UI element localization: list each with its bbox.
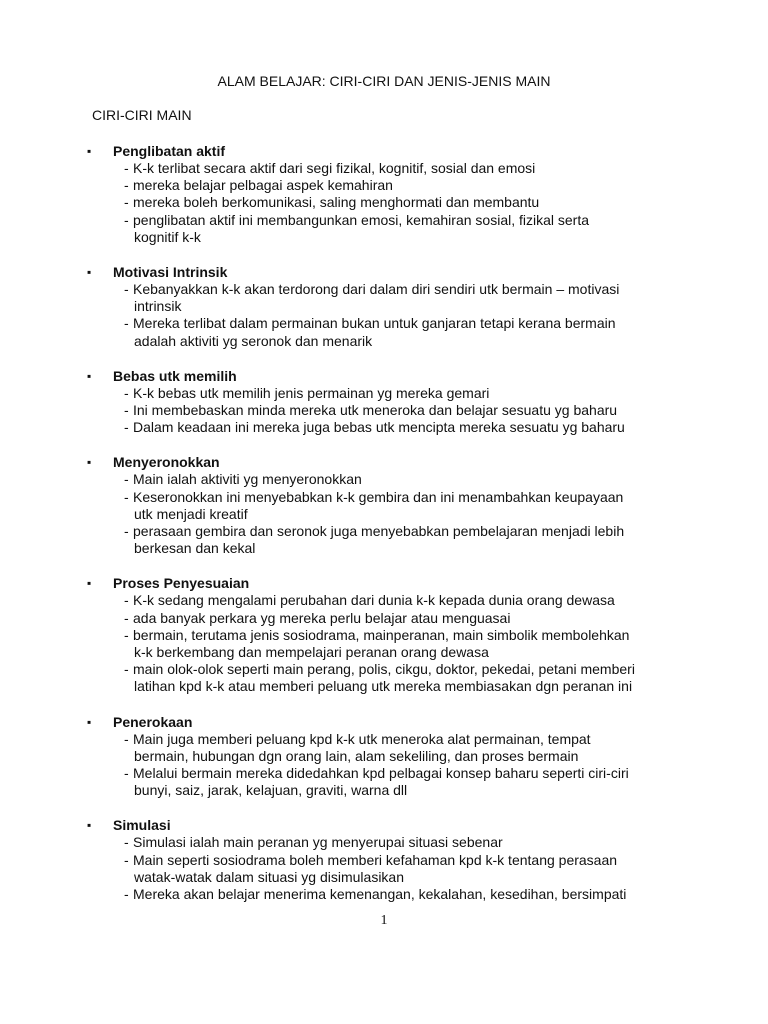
sections-list (0, 142, 768, 920)
item-continuation: watak-watak dalam situasi yg disimulasikan (134, 868, 404, 885)
item-text: ada banyak perkara yg mereka perlu belajar atau menguasai (133, 609, 511, 626)
dash-icon: - (124, 765, 129, 782)
item-text: mereka boleh berkomunikasi, saling menghormati dan membantu (133, 194, 540, 211)
item-continuation: utk menjadi kreatif (134, 505, 248, 522)
list-item (124, 177, 768, 194)
list-item (124, 523, 768, 557)
list-item (124, 765, 768, 799)
item-text: penglibatan aktif ini membangunkan emosi, kemahiran sosial, fizikal serta (133, 211, 590, 228)
dash-icon: - (124, 471, 129, 488)
dash-icon: - (124, 402, 129, 419)
dash-icon: - (124, 523, 129, 540)
dash-icon: - (124, 211, 129, 228)
bullet-icon: ▪ (87, 368, 92, 383)
list-item (124, 592, 768, 609)
item-continuation: intrinsik (134, 298, 182, 315)
item-text: Simulasi ialah main peranan yg menyerupai situasi sebenar (133, 834, 503, 851)
item-continuation: kognitif k-k (134, 228, 201, 245)
item-text: Melalui bermain mereka didedahkan kpd pelbagai konsep baharu seperti ciri-ciri (133, 765, 629, 782)
list-item (124, 281, 768, 315)
item-continuation: bunyi, saiz, jarak, kelajuan, graviti, warna dll (134, 782, 408, 799)
section-header (0, 263, 768, 281)
section-header (0, 816, 768, 834)
dash-icon: - (124, 730, 129, 747)
item-continuation: adalah aktiviti yg seronok dan menarik (134, 332, 373, 349)
section-header (0, 367, 768, 385)
list-item (124, 661, 768, 695)
dash-icon: - (124, 834, 129, 851)
item-text: Ini membebaskan minda mereka utk meneroka dan belajar sesuatu yg baharu (133, 402, 618, 419)
list-item (124, 402, 768, 419)
list-item (124, 489, 768, 523)
dash-icon: - (124, 281, 129, 298)
dash-icon: - (124, 160, 129, 176)
item-text: Kebanyakkan k-k akan terdorong dari dalam diri sendiri utk bermain – motivasi (133, 281, 620, 298)
item-text: main olok-olok seperti main perang, polis, cikgu, doktor, pekedai, petani memberi (133, 661, 635, 678)
item-text: Mereka terlibat dalam permainan bukan untuk ganjaran tetapi kerana bermain (133, 315, 616, 332)
dash-icon: - (124, 177, 129, 194)
item-text: Main seperti sosiodrama boleh memberi kefahaman kpd k-k tentang perasaan (133, 851, 618, 868)
item-text: Dalam keadaan ini mereka juga bebas utk mencipta mereka sesuatu yg baharu (133, 419, 625, 436)
item-list (124, 471, 768, 557)
dash-icon: - (124, 886, 129, 903)
section (0, 816, 768, 903)
section-heading: Menyeronokkan (113, 454, 220, 471)
dash-icon: - (124, 315, 129, 332)
section-heading: Bebas utk memilih (113, 367, 237, 384)
item-continuation: k-k berkembang dan mempelajari peranan orang dewasa (134, 644, 489, 661)
item-list (124, 731, 768, 800)
section-header (0, 453, 768, 471)
bullet-icon: ▪ (87, 455, 92, 470)
section (0, 713, 768, 800)
list-item (124, 886, 768, 903)
section-title: CIRI-CIRI MAIN (92, 107, 192, 123)
list-item (124, 385, 768, 402)
section (0, 574, 768, 695)
bullet-icon: ▪ (87, 144, 92, 158)
item-continuation: bermain, hubungan dgn orang lain, alam sekeliling, dan proses bermain (134, 747, 579, 764)
dash-icon: - (124, 419, 129, 436)
section-header (0, 574, 768, 592)
dash-icon: - (124, 488, 129, 505)
item-list (124, 592, 768, 695)
section-heading: Proses Penyesuaian (113, 575, 250, 592)
dash-icon: - (124, 194, 129, 211)
section-heading: Motivasi Intrinsik (113, 264, 228, 281)
list-item (124, 852, 768, 886)
list-item (124, 610, 768, 627)
bullet-icon: ▪ (87, 818, 92, 833)
item-text: Main juga memberi peluang kpd k-k utk meneroka alat permainan, tempat (133, 730, 591, 747)
list-item (124, 834, 768, 851)
section (0, 263, 768, 350)
dash-icon: - (124, 609, 129, 626)
item-text: bermain, terutama jenis sosiodrama, mainperanan, main simbolik membolehkan (133, 626, 630, 643)
list-item (124, 194, 768, 211)
list-item (124, 471, 768, 488)
section (0, 453, 768, 557)
item-text: K-k sedang mengalami perubahan dari dunia k-k kepada dunia orang dewasa (133, 592, 615, 609)
item-text: perasaan gembira dan seronok juga menyebabkan pembelajaran menjadi lebih (133, 523, 625, 540)
bullet-icon: ▪ (87, 265, 92, 280)
dash-icon: - (124, 592, 129, 609)
document-title: ALAM BELAJAR: CIRI-CIRI DAN JENIS-JENIS MAIN (217, 73, 551, 89)
list-item (124, 419, 768, 436)
section-heading: Simulasi (113, 817, 171, 834)
section-header (0, 713, 768, 731)
section-header (0, 142, 768, 160)
item-text: Keseronokkan ini menyebabkan k-k gembira dan ini menambahkan keupayaan (133, 488, 624, 505)
list-item (124, 627, 768, 661)
section (0, 142, 768, 246)
list-item (124, 212, 768, 246)
page-number: 1 (380, 913, 388, 928)
dash-icon: - (124, 626, 129, 643)
bullet-icon: ▪ (87, 714, 92, 729)
item-text: K-k terlibat secara aktif dari segi fizikal, kognitif, sosial dan emosi (133, 160, 536, 176)
item-list (124, 281, 768, 350)
list-item (124, 160, 768, 177)
item-list (124, 160, 768, 246)
section (0, 367, 768, 437)
item-text: K-k bebas utk memilih jenis permainan yg mereka gemari (133, 384, 490, 401)
dash-icon: - (124, 851, 129, 868)
section-heading: Penglibatan aktif (113, 143, 226, 159)
bullet-icon: ▪ (87, 576, 92, 591)
list-item (124, 315, 768, 349)
item-list (124, 385, 768, 437)
list-item (124, 731, 768, 765)
dash-icon: - (124, 661, 129, 678)
item-continuation: berkesan dan kekal (134, 540, 256, 557)
dash-icon: - (124, 384, 129, 401)
item-continuation: latihan kpd k-k atau memberi peluang utk mereka membiasakan dgn peranan ini (134, 678, 633, 695)
item-text: mereka belajar pelbagai aspek kemahiran (133, 177, 393, 194)
item-text: Main ialah aktiviti yg menyeronokkan (133, 471, 362, 488)
item-list (124, 834, 768, 903)
section-heading: Penerokaan (113, 713, 193, 730)
item-text: Mereka akan belajar menerima kemenangan, kekalahan, kesedihan, bersimpati (133, 886, 627, 903)
